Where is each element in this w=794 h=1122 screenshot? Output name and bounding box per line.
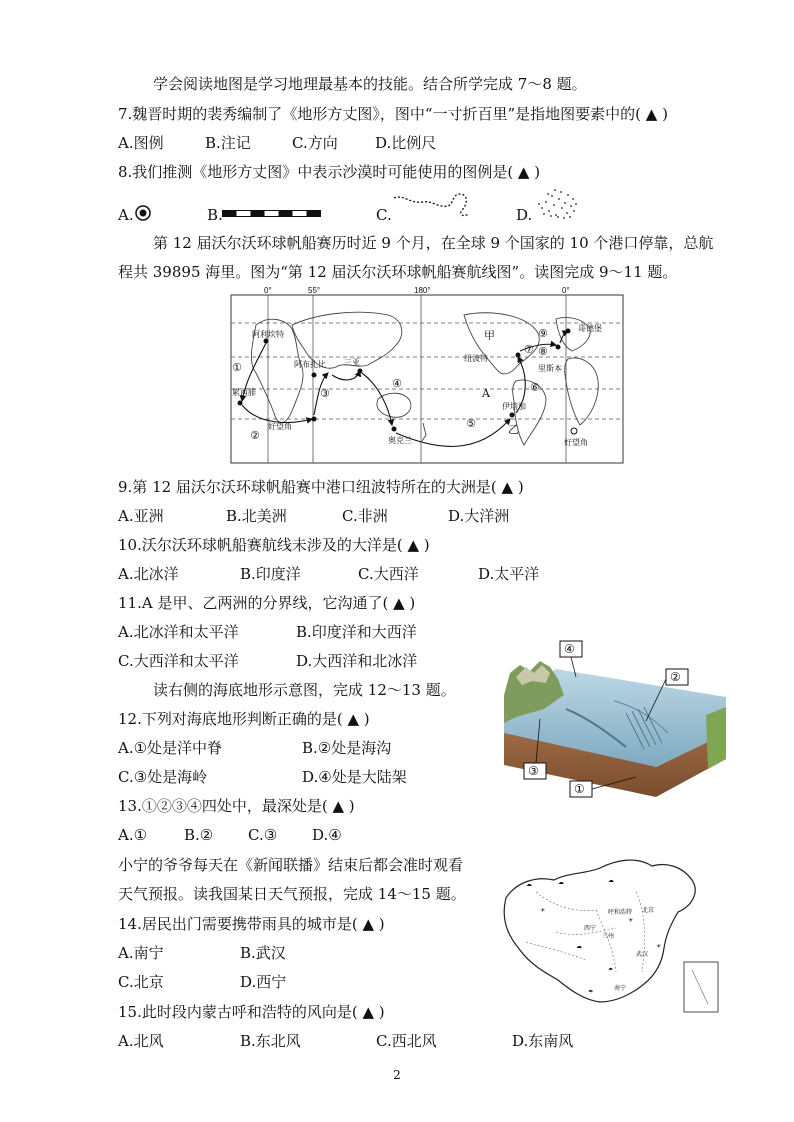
city-xining: 西宁 (584, 926, 597, 932)
city-hohhot: 呼和浩特 (608, 910, 633, 916)
q11-option-b[interactable]: B.印度洋和大西洋 (296, 623, 417, 641)
question-12-stem: 12.下列对海底地形判断正确的是( ▲ ) (118, 710, 370, 728)
city-beijing: 北京 (642, 908, 655, 914)
intro-14-15-line2: 天气预报。读我国某日天气预报，完成 14～15 题。 (118, 885, 466, 903)
port-cape-of-good-hope-right: 好望角 (564, 438, 588, 447)
question-10-stem: 10.沃尔沃环球帆船赛航线未涉及的大洋是( ▲ ) (118, 536, 430, 554)
seafloor-label-3: ③ (528, 764, 539, 778)
seafloor-label-2: ② (670, 670, 681, 684)
q14-option-b[interactable]: B.武汉 (240, 944, 286, 962)
q14-option-d[interactable]: D.西宁 (240, 973, 287, 991)
q7-option-c[interactable]: C.方向 (292, 134, 338, 152)
q13-option-b[interactable]: B.② (184, 826, 214, 844)
lon-label-55: 55° (308, 286, 321, 295)
lon-label-180: 180° (414, 286, 431, 295)
port-auckland: 奥克兰 (388, 436, 412, 445)
page-number: 2 (393, 1068, 401, 1082)
svg-text:☁: ☁ (526, 881, 532, 888)
q12-option-d[interactable]: D.④处是大陆架 (302, 768, 407, 786)
q9-option-b[interactable]: B.北美洲 (226, 507, 287, 525)
port-alicante: 阿利坎特 (252, 330, 284, 339)
seafloor-label-4: ④ (564, 642, 575, 656)
continent-jia: 甲 (484, 329, 495, 342)
q13-option-d[interactable]: D.④ (312, 826, 342, 844)
leg-9: ⑨ (538, 327, 548, 340)
svg-text:☁: ☁ (576, 943, 582, 950)
question-14-stem: 14.居民出门需要携带雨具的城市是( ▲ ) (118, 915, 385, 933)
port-gothenburg: 哥德堡 (578, 324, 602, 333)
leg-7: ⑦ (524, 343, 534, 356)
svg-text:☁: ☁ (558, 879, 564, 886)
svg-text:☀: ☀ (656, 943, 662, 950)
q8-option-a[interactable]: A. (118, 206, 134, 224)
q10-option-b[interactable]: B.印度洋 (240, 565, 301, 583)
q10-option-c[interactable]: C.大西洋 (358, 565, 419, 583)
q10-option-a[interactable]: A.北冰洋 (118, 565, 179, 583)
question-11-stem: 11.A 是甲、乙两洲的分界线，它沟通了( ▲ ) (118, 594, 416, 612)
leg-3: ③ (320, 387, 330, 400)
seafloor-label-1: ① (574, 782, 585, 796)
boundary-a: A (482, 387, 490, 400)
q9-option-c[interactable]: C.非洲 (342, 507, 388, 525)
question-9-stem: 9.第 12 届沃尔沃环球帆船赛中港口纽波特所在的大洲是( ▲ ) (118, 478, 524, 496)
q11-option-a[interactable]: A.北冰洋和太平洋 (118, 623, 239, 641)
leg-2: ② (250, 429, 260, 442)
q12-option-b[interactable]: B.②处是海沟 (302, 739, 392, 757)
port-lisbon: 里斯本 (538, 364, 562, 373)
svg-text:☁: ☁ (608, 877, 614, 884)
q8-option-c[interactable]: C. (376, 206, 392, 224)
svg-text:☀: ☀ (628, 917, 634, 924)
lon-label-0: 0° (264, 286, 272, 295)
q13-option-c[interactable]: C.③ (248, 826, 278, 844)
question-8-stem: 8.我们推测《地形方丈图》中表示沙漠时可能使用的图例是( ▲ ) (118, 163, 541, 181)
q7-option-b[interactable]: B.注记 (205, 134, 251, 152)
port-sanya: 三亚 (344, 358, 360, 367)
q15-option-d[interactable]: D.东南风 (512, 1032, 574, 1050)
leg-4: ④ (392, 377, 402, 390)
continent-yi: 乙 (508, 423, 519, 436)
leg-6: ⑥ (530, 381, 540, 394)
q14-option-a[interactable]: A.南宁 (118, 944, 164, 962)
q8-option-b[interactable]: B. (207, 206, 223, 224)
q10-option-d[interactable]: D.太平洋 (478, 565, 540, 583)
svg-text:☂: ☂ (608, 967, 614, 974)
city-wuhan: 武汉 (636, 952, 649, 958)
question-15-stem: 15.此时段内蒙古呼和浩特的风向是( ▲ ) (118, 1003, 385, 1021)
q7-option-d[interactable]: D.比例尺 (375, 134, 437, 152)
q15-option-c[interactable]: C.西北风 (376, 1032, 437, 1050)
q11-option-d[interactable]: D.大西洋和北冰洋 (296, 652, 418, 670)
q9-option-d[interactable]: D.大洋洲 (448, 507, 510, 525)
q14-option-c[interactable]: C.北京 (118, 973, 164, 991)
port-recife: 累西腓 (232, 388, 256, 397)
q12-option-c[interactable]: C.③处是海岭 (118, 768, 208, 786)
legend-desert-symbol-icon (534, 186, 580, 222)
legend-river-symbol-icon (392, 190, 472, 222)
lon-label-0-right: 0° (562, 286, 570, 295)
legend-railway-symbol-icon (222, 209, 322, 219)
svg-text:☀: ☀ (540, 907, 546, 914)
seafloor-terrain-diagram (496, 637, 742, 801)
q11-option-c[interactable]: C.大西洋和太平洋 (118, 652, 239, 670)
q7-option-a[interactable]: A.图例 (118, 134, 164, 152)
intro-9-11-line2: 程共 39895 海里。图为“第 12 届沃尔沃环球帆船赛航线图”。读图完成 9～11 题。 (118, 263, 678, 281)
intro-7-8: 学会阅读地图是学习地理最基本的技能。结合所学完成 7～8 题。 (153, 75, 587, 93)
svg-text:☂: ☂ (588, 989, 594, 996)
intro-12-13: 读右侧的海底地形示意图，完成 12～13 题。 (153, 681, 456, 699)
leg-8: ⑧ (538, 345, 548, 358)
q8-option-d[interactable]: D. (516, 206, 533, 224)
q15-option-b[interactable]: B.东北风 (240, 1032, 301, 1050)
q15-option-a[interactable]: A.北风 (118, 1032, 164, 1050)
question-7-stem: 7.魏晋时期的裴秀编制了《地形方丈图》，图中“一寸折百里”是指地图要素中的( ▲ ) (118, 105, 668, 123)
legend-capital-symbol-icon (133, 203, 153, 223)
intro-14-15-line1: 小宁的爷爷每天在《新闻联播》结束后都会准时观看 (118, 856, 464, 874)
port-abu-dhabi: 阿布扎比 (294, 360, 326, 369)
intro-9-11-line1: 第 12 届沃尔沃环球帆船赛历时近 9 个月，在全球 9 个国家的 10 个港口停靠，总航 (153, 234, 714, 252)
port-cape-of-good-hope: 好望角 (268, 422, 292, 431)
question-13-stem: 13.①②③④四处中，最深处是( ▲ ) (118, 797, 355, 815)
volvo-race-route-map (228, 285, 626, 465)
china-weather-map (496, 852, 726, 1018)
port-newport: 纽波特 (464, 354, 488, 363)
leg-1: ① (232, 361, 242, 374)
port-itajai: 伊塔加 (502, 402, 526, 411)
q12-option-a[interactable]: A.①处是洋中脊 (118, 739, 223, 757)
leg-5: ⑤ (466, 417, 476, 430)
q9-option-a[interactable]: A.亚洲 (118, 507, 164, 525)
city-nanning: 南宁 (614, 986, 627, 992)
city-lanzhou: 兰州 (602, 934, 615, 940)
q13-option-a[interactable]: A.① (118, 826, 148, 844)
